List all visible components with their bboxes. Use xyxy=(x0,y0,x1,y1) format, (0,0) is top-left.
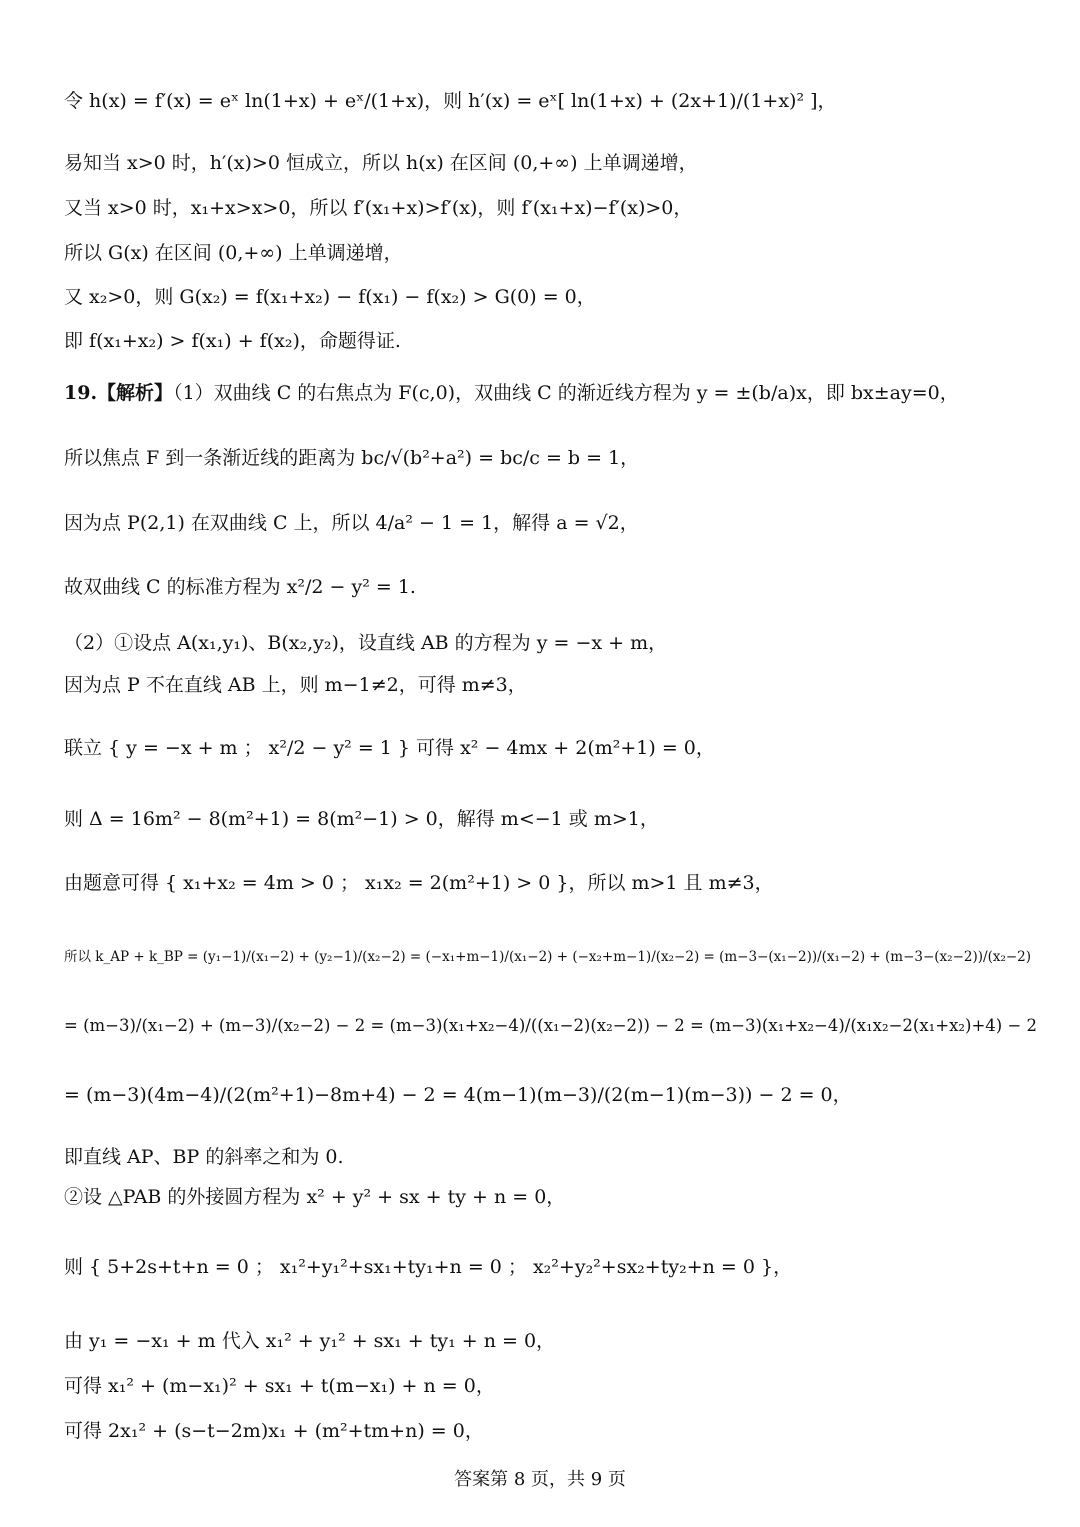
line-standard-equation: 故双曲线 C 的标准方程为 x²/2 − y² = 1. xyxy=(64,576,416,598)
line-slope-sum-2: = (m−3)/(x₁−2) + (m−3)/(x₂−2) − 2 = (m−3)(x₁+x₂−4)/((x₁−2)(x₂−2)) − 2 = (m−3)(x₁+x₂−4)/(x₁x₂−2(x₁+x₂)+4) − 2 xyxy=(64,1016,1038,1035)
line-circle-system: 则 { 5+2s+t+n = 0 ； x₁²+y₁²+sx₁+ty₁+n = 0 ； x₂²+y₂²+sx₂+ty₂+n = 0 }， xyxy=(64,1256,793,1278)
line-q19-part1-text: （1）双曲线 C 的右焦点为 F(c,0)，双曲线 C 的渐近线方程为 y = ±(b/a)x，即 bx±ay=0， xyxy=(173,382,959,404)
line-vieta: 由题意可得 { x₁+x₂ = 4m > 0 ； x₁x₂ = 2(m²+1) > 0 }，所以 m>1 且 m≠3， xyxy=(64,872,774,894)
line-h-definition: 令 h(x) = f′(x) = eˣ ln(1+x) + eˣ/(1+x)，则 h′(x) = eˣ[ ln(1+x) + (2x+1)/(1+x)² ]， xyxy=(64,90,837,112)
line-g-increasing: 所以 G(x) 在区间 (0,+∞) 上单调递增， xyxy=(64,242,403,264)
line-discriminant: 则 Δ = 16m² − 8(m²+1) = 8(m²−1) > 0，解得 m<−1 或 m>1， xyxy=(64,808,659,830)
line-part2-setup: （2）①设点 A(x₁,y₁)、B(x₂,y₂)，设直线 AB 的方程为 y = −x + m， xyxy=(64,632,668,654)
line-slope-sum-1: 所以 k_AP + k_BP = (y₁−1)/(x₁−2) + (y₂−1)/(x₂−2) = (−x₁+m−1)/(x₁−2) + (−x₂+m−1)/(x₂−2) = (m−3−(x₁−2))/(x₁−2) + (m−3−(x₂−2))/(x₂−2) xyxy=(64,949,1032,965)
line-h-monotonic: 易知当 x>0 时，h′(x)>0 恒成立，所以 h(x) 在区间 (0,+∞) 上单调递增， xyxy=(64,152,698,174)
line-circumcircle: ②设 △PAB 的外接圆方程为 x² + y² + sx + ty + n = 0， xyxy=(64,1186,566,1208)
line-proved: 即 f(x₁+x₂) > f(x₁) + f(x₂)，命题得证. xyxy=(64,330,401,352)
page-footer: 答案第 8 页，共 9 页 xyxy=(454,1469,626,1490)
line-slope-sum-3: = (m−3)(4m−4)/(2(m²+1)−8m+4) − 2 = 4(m−1)(m−3)/(2(m−1)(m−3)) − 2 = 0， xyxy=(64,1084,852,1106)
line-slope-conclusion: 即直线 AP、BP 的斜率之和为 0. xyxy=(64,1146,344,1168)
line-expand: 可得 x₁² + (m−x₁)² + sx₁ + t(m−x₁) + n = 0， xyxy=(64,1375,495,1397)
line-quadratic: 可得 2x₁² + (s−t−2m)x₁ + (m²+tm+n) = 0， xyxy=(64,1420,484,1442)
line-focus-distance: 所以焦点 F 到一条渐近线的距离为 bc/√(b²+a²) = bc/c = b = 1， xyxy=(64,447,640,469)
line-g-x2: 又 x₂>0，则 G(x₂) = f(x₁+x₂) − f(x₁) − f(x₂) > G(0) = 0， xyxy=(64,286,596,308)
problem-label: 19.【解析】 xyxy=(64,382,174,404)
line-m-not-3: 因为点 P 不在直线 AB 上，则 m−1≠2，可得 m≠3， xyxy=(64,674,527,696)
line-solve-a: 因为点 P(2,1) 在双曲线 C 上，所以 4/a² − 1 = 1，解得 a = √2， xyxy=(64,512,639,534)
line-system: 联立 { y = −x + m ； x²/2 − y² = 1 } 可得 x² − 4mx + 2(m²+1) = 0， xyxy=(64,737,715,759)
line-fprime-compare: 又当 x>0 时，x₁+x>x>0，所以 f′(x₁+x)>f′(x)，则 f′(x₁+x)−f′(x)>0， xyxy=(64,197,693,219)
line-substitute: 由 y₁ = −x₁ + m 代入 x₁² + y₁² + sx₁ + ty₁ + n = 0， xyxy=(64,1330,556,1352)
line-q19-part1 xyxy=(64,380,1024,406)
